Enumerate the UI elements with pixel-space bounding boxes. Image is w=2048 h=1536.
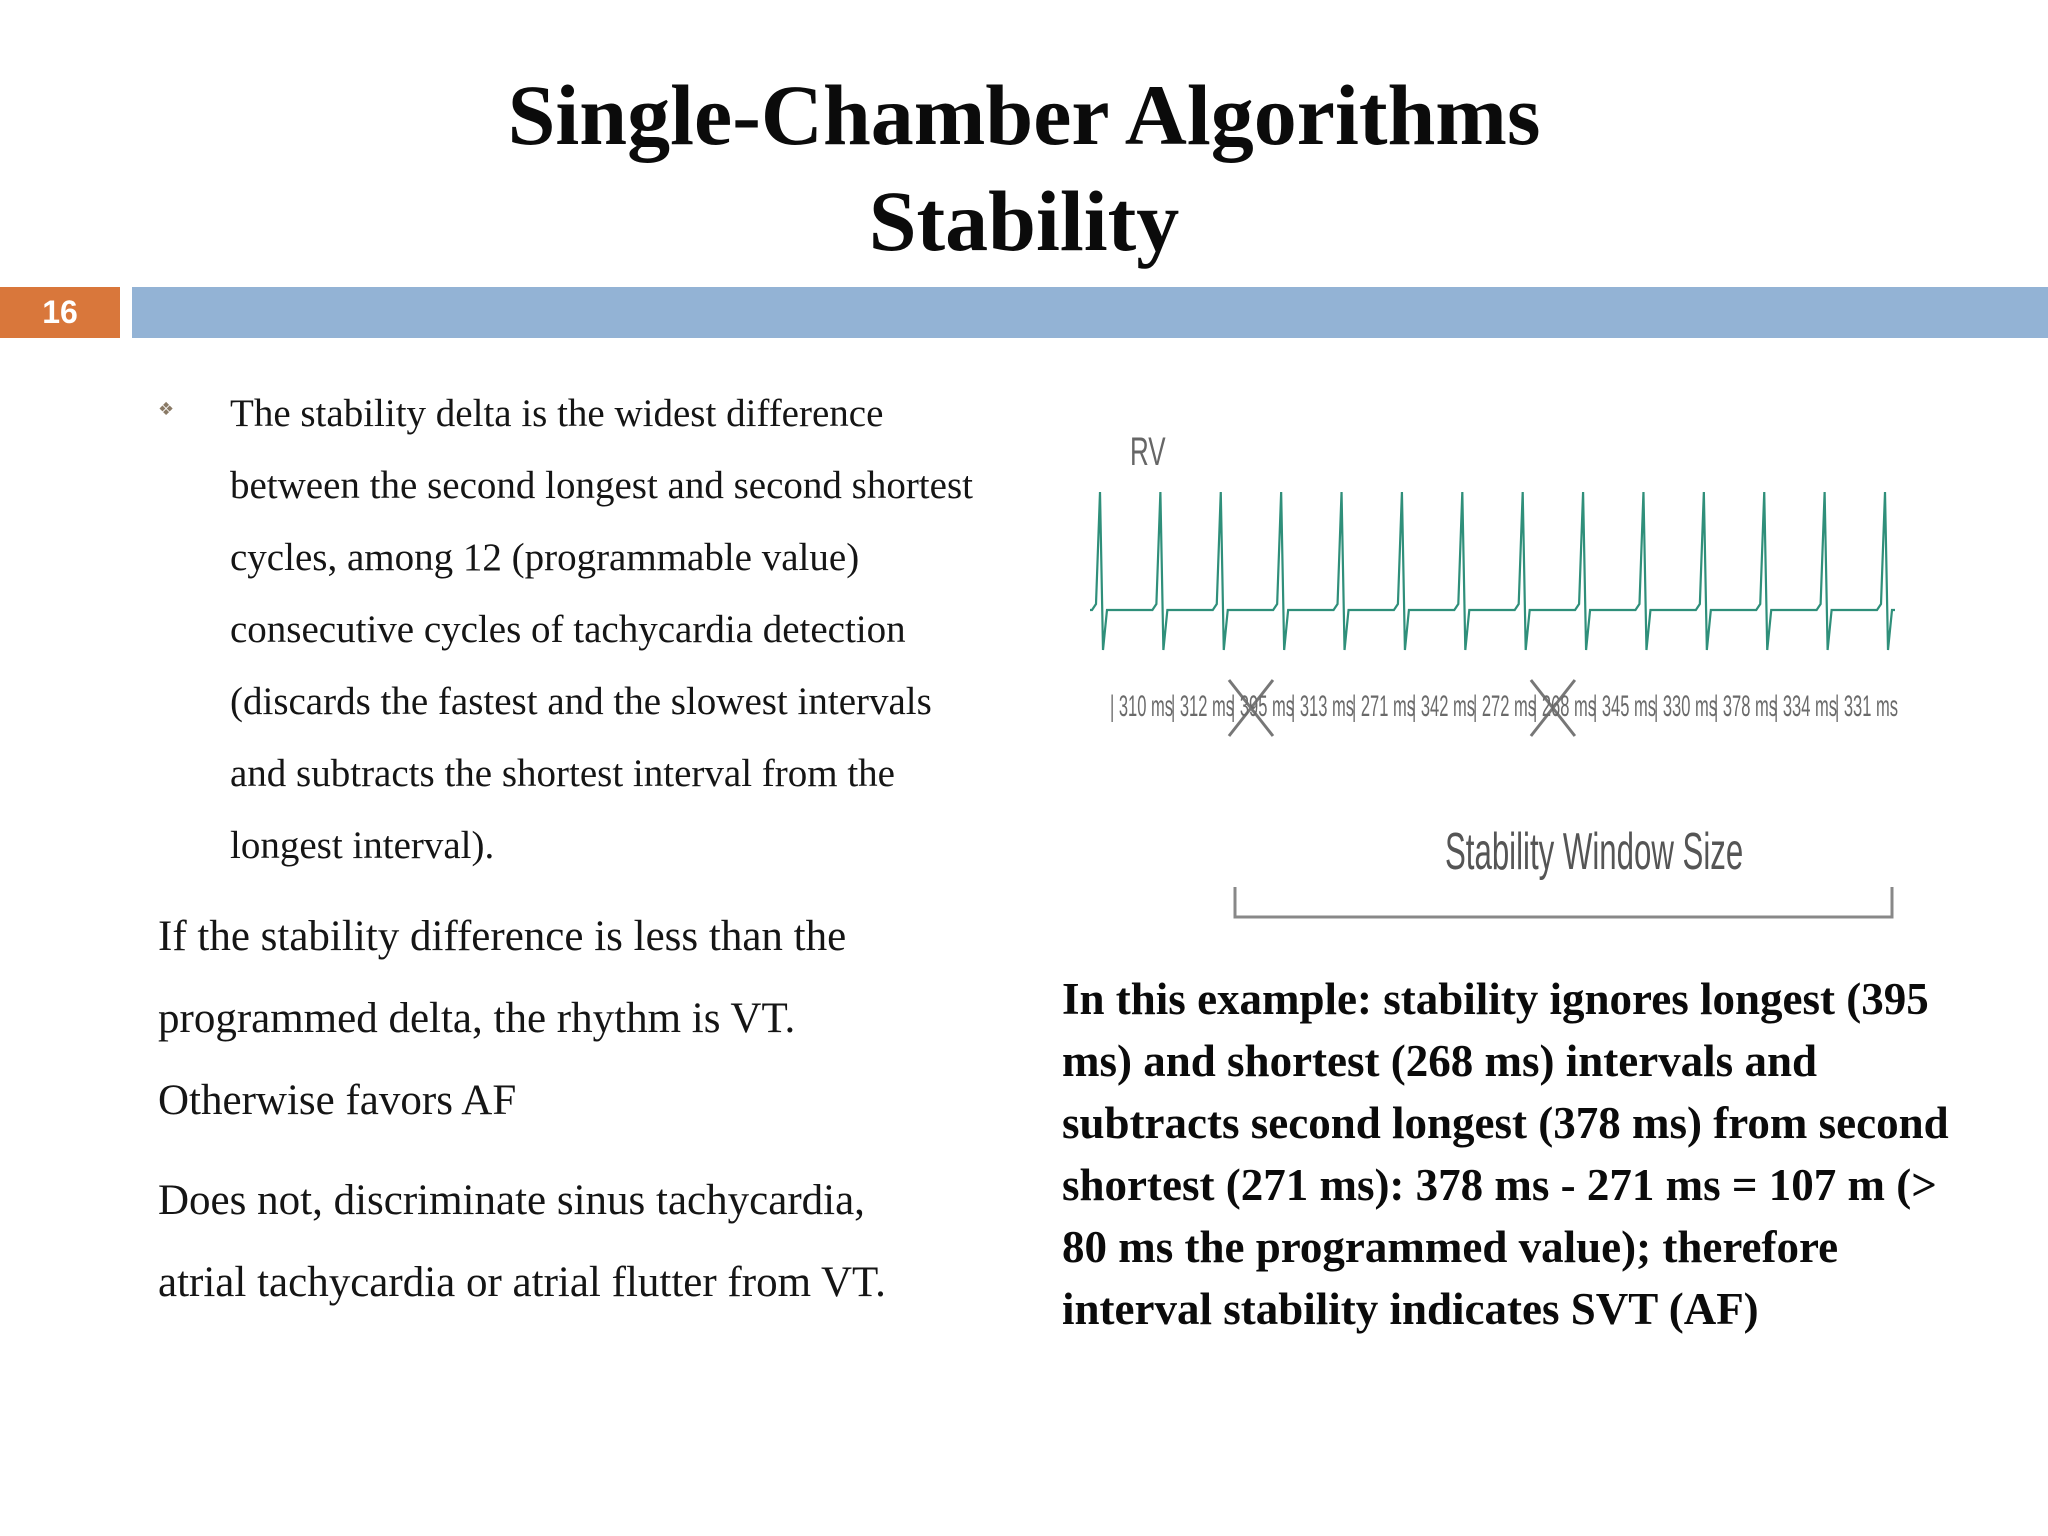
stability-window-label: Stability Window Size xyxy=(1445,823,1744,881)
interval-label: | 378 ms xyxy=(1714,690,1778,723)
rv-lead-label: RV xyxy=(1130,430,1166,474)
interval-label: | 271 ms xyxy=(1351,690,1415,723)
header-divider-bar xyxy=(132,287,2048,338)
interval-label: | 330 ms xyxy=(1653,690,1717,723)
interval-label: | 268 ms xyxy=(1532,690,1596,723)
diamond-bullet-icon: ❖ xyxy=(158,399,175,420)
definition-text: The stability delta is the widest difference between the second longest and second shortest cycles, among 12 (programmable value) consecutive cycles of tachycardia detection (discards the fastest and the slowest intervals and subtracts the shortest interval from the longest interval). xyxy=(230,392,973,867)
limitation-paragraph: Does not, discriminate sinus tachycardia, atrial tachycardia or atrial flutter from VT. xyxy=(158,1177,886,1306)
stability-window-bracket xyxy=(1235,887,1892,917)
vt-criteria-paragraph: If the stability difference is less than the programmed delta, the rhythm is VT. Otherwise favors AF xyxy=(158,913,847,1124)
interval-label: | 342 ms xyxy=(1412,690,1476,723)
interval-labels xyxy=(1095,690,1898,740)
interval-label: | 334 ms xyxy=(1774,690,1838,723)
interval-label: | 331 ms xyxy=(1834,690,1898,723)
example-explanation: In this example: stability ignores longest (395 ms) and shortest (268 ms) intervals and subtracts second longest (378 ms) from second shortest (271 ms): 378 ms - 271 ms = 107 m (> 80 ms the programmed value); therefore interval stability indicates SVT (AF) xyxy=(1062,974,1949,1334)
interval-label: | 310 ms xyxy=(1110,690,1174,723)
ecg-stability-figure xyxy=(1075,420,1915,940)
interval-label: | 312 ms xyxy=(1170,690,1234,723)
interval-label: | 272 ms xyxy=(1472,690,1536,723)
interval-label: | 395 ms xyxy=(1230,690,1294,723)
slide-title xyxy=(0,62,2048,274)
rv-ecg-trace xyxy=(1090,492,1895,650)
slide-title-line1: Single-Chamber Algorithms xyxy=(507,67,1541,163)
slide-title-line2: Stability xyxy=(868,173,1180,269)
interval-label: | 313 ms xyxy=(1291,690,1355,723)
slide-number: 16 xyxy=(0,287,120,338)
interval-label: | 345 ms xyxy=(1593,690,1657,723)
